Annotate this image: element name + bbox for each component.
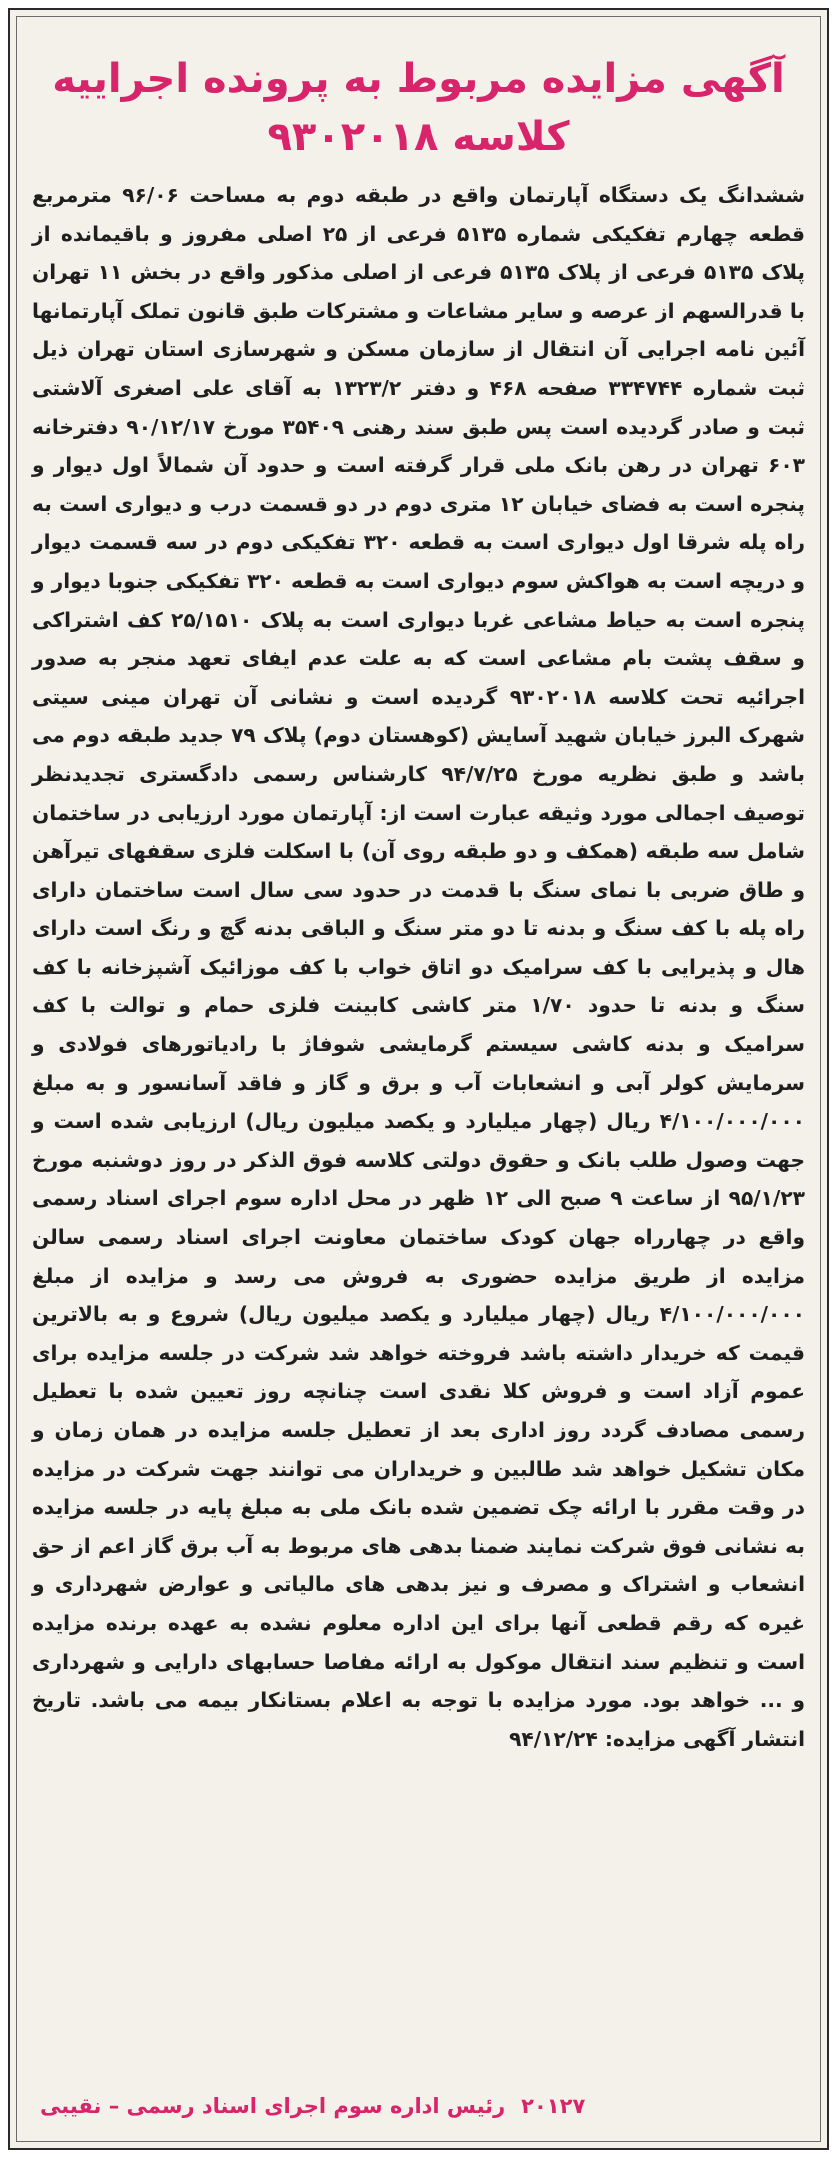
notice-clipping — [8, 8, 829, 2150]
notice-code: ۲۰۱۲۷ — [521, 2094, 586, 2118]
notice-title: آگهی مزایده مربوط به پرونده اجراییه — [52, 56, 785, 102]
notice-signature: رئیس اداره سوم اجرای اسناد رسمی – نقیبی — [40, 2094, 506, 2118]
notice-body: ششدانگ یک دستگاه آپارتمان واقع در طبقه دوم به مساحت ۹۶/۰۶ مترمربع قطعه چهارم تفکیکی شماره ۵۱۳۵ فرعی از ۲۵ اصلی مفروز و باقیمانده از پلاک ۵۱۳۵ فرعی از پلاک ۵۱۳۵ فرعی از اصلی مذکور واقع در بخش ۱۱ تهران با قدرالسهم از عرصه و سایر مشاعات و مشترکات طبق قانون تملک آپارتمانها آئین نامه اجرایی آن انتقال از سازمان مسکن و شهرسازی استان تهران ذیل ثبت شماره ۳۳۴۷۴۴ صفحه ۴۶۸ و دفتر ۱۳۲۳/۲ به آقای علی اصغری آلاشتی ثبت و صادر گردیده است پس طبق سند رهنی ۳۵۴۰۹ مورخ ۹۰/۱۲/۱۷ دفترخانه ۶۰۳ تهران در رهن بانک ملی قرار گرفته است و حدود آن شمالاً اول دیوار و پنجره است به فضای خیابان ۱۲ متری دوم در دو قسمت درب و دیواری است به راه پله شرقا اول دیواری است به قطعه ۳۲۰ تفکیکی دوم در سه قسمت دیوار و دریچه است به هواکش سوم دیواری است به قطعه ۳۲۰ تفکیکی جنوبا دیوار و پنجره است به حیاط مشاعی غربا دیواری است به پلاک ۲۵/۱۵۱۰ کف اشتراکی و سقف پشت بام مشاعی است که به علت عدم ایفای تعهد منجر به صدور اجرائیه تحت کلاسه ۹۳۰۲۰۱۸ گردیده است و نشانی آن تهران مینی سیتی شهرک البرز خیابان شهید آسایش (کوهستان دوم) پلاک ۷۹ جدید طبقه دوم می باشد و طبق نظریه مورخ ۹۴/۷/۲۵ کارشناس رسمی دادگستری تجدیدنظر توصیف اجمالی مورد وثیقه عبارت است از: آپارتمان مورد ارزیابی در ساختمان شامل سه طبقه (همکف و دو طبقه روی آن) با اسکلت فلزی سقفهای تیرآهن و طاق ضربی با نمای سنگ با قدمت در حدود سی سال است ساختمان دارای راه پله با کف سنگ و بدنه تا دو متر سنگ و الباقی بدنه گچ و رنگ است دارای هال و پذیرایی با کف سرامیک دو اتاق خواب با کف موزائیک آشپزخانه با کف سنگ و بدنه تا حدود ۱/۷۰ متر کاشی کابینت فلزی حمام و توالت با کف سرامیک و بدنه کاشی سیستم گرمایشی شوفاژ با رادیاتورهای فولادی و سرمایش کولر آبی و انشعابات آب و برق و گاز و فاقد آسانسور و به مبلغ ۴/۱۰۰/۰۰۰/۰۰۰ ریال (چهار میلیارد و یکصد میلیون ریال) ارزیابی شده است و جهت وصول طلب بانک و حقوق دولتی کلاسه فوق الذکر در روز دوشنبه مورخ ۹۵/۱/۲۳ از ساعت ۹ صبح الی ۱۲ ظهر در محل اداره سوم اجرای اسناد رسمی واقع در چهارراه جهان کودک ساختمان معاونت اجرای اسناد رسمی سالن مزایده از طریق مزایده حضوری به فروش می رسد و مزایده از مبلغ ۴/۱۰۰/۰۰۰/۰۰۰ ریال (چهار میلیارد و یکصد میلیون ریال) شروع و به بالاترین قیمت که خریدار داشته باشد فروخته خواهد شد شرکت در جلسه مزایده برای عموم آزاد است و فروش کلا نقدی است چنانچه روز تعیین شده با تعطیل رسمی مصادف گردد روز اداری بعد از تعطیل جلسه مزایده در همان زمان و مکان تشکیل خواهد شد طالبین و خریداران می توانند جهت شرکت در مزایده در وقت مقرر با ارائه چک تضمین شده بانک ملی به مبلغ پایه در جلسه مزایده به نشانی فوق شرکت نمایند ضمنا بدهی های مربوط به آب برق گاز اعم از حق انشعاب و اشتراک و مصرف و نیز بدهی های مالیاتی و عوارض شهرداری و غیره که رقم قطعی آنها برای این اداره معلوم نشده به عهده برنده مزایده است و تنظیم سند انتقال موکول به ارائه مفاصا حسابهای دارایی و شهرداری و ... خواهد بود. مورد مزایده با توجه به اعلام بستانکار بیمه می باشد. تاریخ انتشار آگهی مزایده: ۹۴/۱۲/۲۴ — [32, 183, 806, 1751]
notice-header — [30, 50, 807, 166]
notice-class-number: کلاسه ۹۳۰۲۰۱۸ — [267, 114, 570, 160]
notice-signature-line — [40, 2094, 797, 2118]
